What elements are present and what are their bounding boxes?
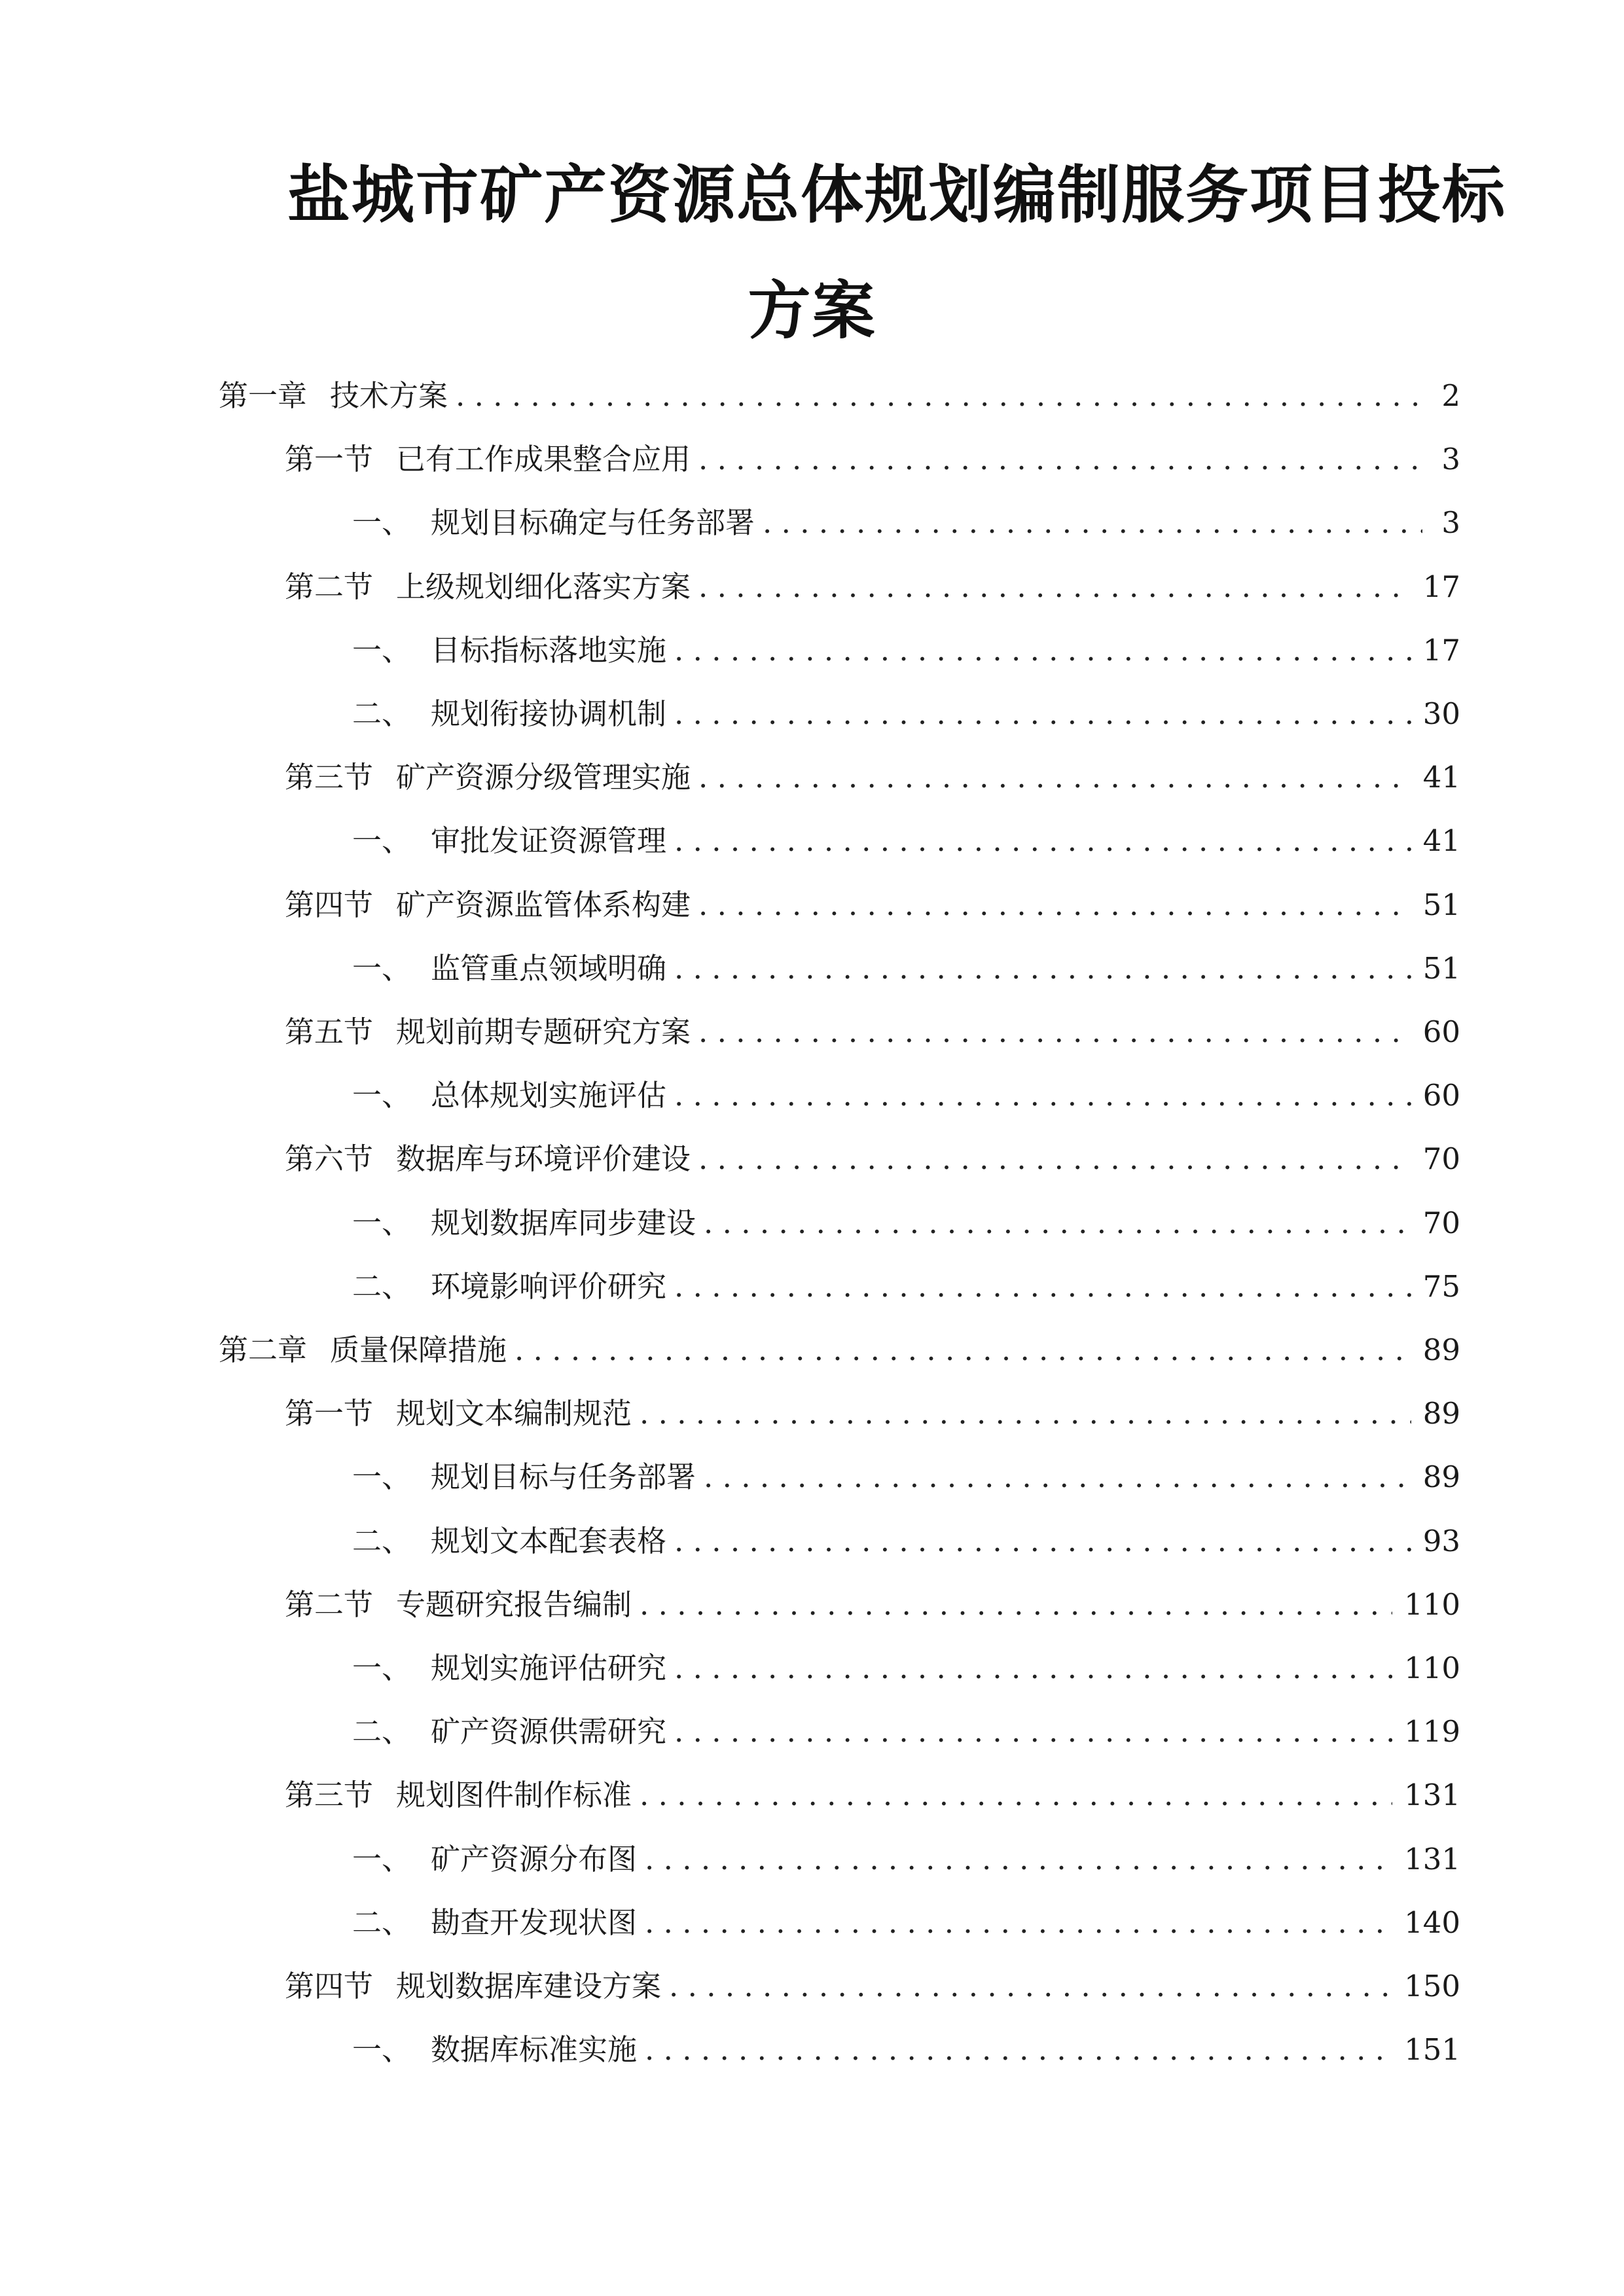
toc-dot-leader bbox=[698, 882, 1411, 928]
toc-entry-number: 二、 bbox=[352, 696, 412, 731]
toc-entry[interactable] bbox=[285, 1391, 1460, 1437]
toc-entry-label: 数据库与环境评价建设 bbox=[396, 1141, 691, 1176]
toc-dot-leader bbox=[645, 1837, 1392, 1882]
toc-page-number: 3 bbox=[1441, 505, 1460, 540]
toc-entry[interactable] bbox=[219, 1327, 1460, 1373]
toc-page-number: 110 bbox=[1404, 1651, 1460, 1685]
toc-page-number: 17 bbox=[1422, 569, 1460, 604]
toc-page-number: 140 bbox=[1404, 1905, 1460, 1940]
toc-entry-label: 规划目标与任务部署 bbox=[431, 1460, 696, 1494]
toc-entry-label: 规划文本配套表格 bbox=[431, 1524, 667, 1558]
toc-entry-label: 规划实施评估研究 bbox=[431, 1651, 667, 1685]
toc-dot-leader bbox=[674, 946, 1411, 992]
toc-entry[interactable] bbox=[285, 1009, 1460, 1055]
toc-entry[interactable] bbox=[352, 1837, 1460, 1882]
toc-entry-number: 一、 bbox=[352, 1651, 412, 1685]
toc-entry[interactable] bbox=[285, 1582, 1460, 1628]
toc-entry[interactable] bbox=[352, 691, 1460, 737]
toc-entry[interactable] bbox=[352, 1264, 1460, 1310]
toc-entry-label: 规划图件制作标准 bbox=[396, 1778, 632, 1812]
toc-entry[interactable] bbox=[352, 946, 1460, 992]
toc-dot-leader bbox=[674, 1709, 1392, 1755]
toc-dot-leader bbox=[698, 564, 1411, 610]
toc-entry-label: 环境影响评价研究 bbox=[431, 1269, 667, 1304]
toc-entry-number: 第六节 bbox=[285, 1141, 374, 1176]
toc-page-number: 75 bbox=[1422, 1269, 1460, 1304]
toc-entry-label: 技术方案 bbox=[330, 378, 448, 413]
toc-entry-number: 第二章 bbox=[219, 1333, 308, 1367]
toc-entry-number: 第一章 bbox=[219, 378, 308, 413]
toc-entry[interactable] bbox=[352, 628, 1460, 673]
toc-entry-label: 上级规划细化落实方案 bbox=[396, 569, 691, 604]
toc-entry[interactable] bbox=[285, 564, 1460, 610]
toc-page-number: 60 bbox=[1422, 1078, 1460, 1113]
toc-entry-number: 第三节 bbox=[285, 760, 374, 795]
toc-page-number: 30 bbox=[1422, 696, 1460, 731]
toc-page-number: 89 bbox=[1422, 1460, 1460, 1494]
toc-entry-number: 一、 bbox=[352, 1078, 412, 1113]
toc-entry-number: 二、 bbox=[352, 1714, 412, 1749]
toc-entry[interactable] bbox=[285, 1964, 1460, 2009]
toc-entry-label: 规划文本编制规范 bbox=[396, 1396, 632, 1431]
toc-entry[interactable] bbox=[352, 1454, 1460, 1500]
toc-entry-label: 已有工作成果整合应用 bbox=[396, 442, 691, 476]
toc-dot-leader bbox=[698, 437, 1422, 482]
toc-entry-label: 目标指标落地实施 bbox=[431, 633, 667, 668]
toc-dot-leader bbox=[669, 1964, 1392, 2009]
toc-entry-label: 矿产资源分布图 bbox=[431, 1842, 638, 1876]
toc-page-number: 41 bbox=[1422, 760, 1460, 795]
toc-entry-number: 第二节 bbox=[285, 1587, 374, 1622]
toc-entry-number: 第四节 bbox=[285, 1969, 374, 2003]
toc-entry-label: 规划数据库同步建设 bbox=[431, 1206, 696, 1240]
toc-page-number: 51 bbox=[1422, 888, 1460, 922]
toc-entry[interactable] bbox=[285, 755, 1460, 800]
toc-dot-leader bbox=[763, 500, 1422, 546]
toc-page-number: 110 bbox=[1404, 1587, 1460, 1622]
toc-entry[interactable] bbox=[285, 1772, 1460, 1818]
document-title-line-1: 盐城市矿产资源总体规划编制服务项目投标 bbox=[287, 158, 1506, 232]
toc-dot-leader bbox=[698, 755, 1411, 800]
toc-dot-leader bbox=[698, 1136, 1411, 1182]
toc-entry-label: 审批发证资源管理 bbox=[431, 823, 667, 858]
toc-entry-number: 第二节 bbox=[285, 569, 374, 604]
toc-page-number: 93 bbox=[1422, 1524, 1460, 1558]
toc-entry-number: 第三节 bbox=[285, 1778, 374, 1812]
toc-entry[interactable] bbox=[285, 1136, 1460, 1182]
toc-page-number: 2 bbox=[1441, 378, 1460, 413]
toc-entry-number: 第一节 bbox=[285, 442, 374, 476]
toc-page-number: 60 bbox=[1422, 1014, 1460, 1049]
toc-entry-label: 质量保障措施 bbox=[330, 1333, 507, 1367]
toc-dot-leader bbox=[704, 1454, 1411, 1500]
toc-entry[interactable] bbox=[352, 1518, 1460, 1564]
toc-dot-leader bbox=[674, 1645, 1392, 1691]
toc-entry-number: 一、 bbox=[352, 823, 412, 858]
toc-entry-label: 矿产资源分级管理实施 bbox=[396, 760, 691, 795]
toc-entry-number: 一、 bbox=[352, 1460, 412, 1494]
toc-dot-leader bbox=[645, 2027, 1392, 2073]
toc-entry[interactable] bbox=[352, 1073, 1460, 1119]
toc-entry-number: 一、 bbox=[352, 633, 412, 668]
toc-entry[interactable] bbox=[352, 2027, 1460, 2073]
toc-dot-leader bbox=[674, 1264, 1411, 1310]
toc-page-number: 51 bbox=[1422, 951, 1460, 986]
toc-entry[interactable] bbox=[352, 1900, 1460, 1946]
toc-entry-label: 规划目标确定与任务部署 bbox=[431, 505, 755, 540]
toc-entry-label: 矿产资源供需研究 bbox=[431, 1714, 667, 1749]
toc-entry-label: 规划前期专题研究方案 bbox=[396, 1014, 691, 1049]
toc-dot-leader bbox=[674, 691, 1411, 737]
toc-entry-label: 专题研究报告编制 bbox=[396, 1587, 632, 1622]
toc-entry-number: 第一节 bbox=[285, 1396, 374, 1431]
toc-entry[interactable] bbox=[285, 882, 1460, 928]
toc-entry[interactable] bbox=[352, 818, 1460, 864]
toc-entry[interactable] bbox=[352, 500, 1460, 546]
toc-entry-number: 第五节 bbox=[285, 1014, 374, 1049]
toc-page-number: 119 bbox=[1404, 1714, 1460, 1749]
toc-entry[interactable] bbox=[352, 1200, 1460, 1246]
toc-entry[interactable] bbox=[285, 437, 1460, 482]
toc-entry-number: 二、 bbox=[352, 1905, 412, 1940]
toc-dot-leader bbox=[698, 1009, 1411, 1055]
toc-page-number: 150 bbox=[1404, 1969, 1460, 2003]
toc-dot-leader bbox=[640, 1582, 1392, 1628]
toc-entry-number: 一、 bbox=[352, 2032, 412, 2067]
toc-page-number: 131 bbox=[1404, 1842, 1460, 1876]
toc-dot-leader bbox=[674, 1518, 1411, 1564]
toc-dot-leader bbox=[640, 1391, 1411, 1437]
toc-entry-number: 二、 bbox=[352, 1524, 412, 1558]
toc-page-number: 89 bbox=[1422, 1396, 1460, 1431]
toc-page-number: 151 bbox=[1404, 2032, 1460, 2067]
toc-dot-leader bbox=[674, 818, 1411, 864]
toc-entry-label: 总体规划实施评估 bbox=[431, 1078, 667, 1113]
toc-dot-leader bbox=[704, 1200, 1411, 1246]
toc-entry-label: 规划数据库建设方案 bbox=[396, 1969, 662, 2003]
toc-entry-number: 一、 bbox=[352, 505, 412, 540]
toc-entry-number: 一、 bbox=[352, 1842, 412, 1876]
toc-entry-label: 矿产资源监管体系构建 bbox=[396, 888, 691, 922]
toc-dot-leader bbox=[645, 1900, 1392, 1946]
toc-dot-leader bbox=[640, 1772, 1392, 1818]
toc-entry-number: 二、 bbox=[352, 1269, 412, 1304]
toc-entry-number: 第四节 bbox=[285, 888, 374, 922]
toc-entry-label: 数据库标准实施 bbox=[431, 2032, 638, 2067]
toc-page-number: 70 bbox=[1422, 1141, 1460, 1176]
toc-page-number: 89 bbox=[1422, 1333, 1460, 1367]
toc-entry-number: 一、 bbox=[352, 1206, 412, 1240]
toc-entry-label: 规划衔接协调机制 bbox=[431, 696, 667, 731]
toc-entry[interactable] bbox=[352, 1709, 1460, 1755]
toc-page-number: 3 bbox=[1441, 442, 1460, 476]
toc-dot-leader bbox=[674, 1073, 1411, 1119]
toc-entry-label: 勘查开发现状图 bbox=[431, 1905, 638, 1940]
toc-page-number: 131 bbox=[1404, 1778, 1460, 1812]
toc-entry-label: 监管重点领域明确 bbox=[431, 951, 667, 986]
toc-dot-leader bbox=[674, 628, 1411, 673]
toc-entry[interactable] bbox=[219, 373, 1460, 419]
toc-entry-number: 一、 bbox=[352, 951, 412, 986]
document-title-line-2: 方案 bbox=[748, 274, 876, 348]
toc-page-number: 17 bbox=[1422, 633, 1460, 668]
toc-entry[interactable] bbox=[352, 1645, 1460, 1691]
toc-dot-leader bbox=[514, 1327, 1411, 1373]
toc-page-number: 41 bbox=[1422, 823, 1460, 858]
toc-dot-leader bbox=[456, 373, 1422, 419]
toc-page-number: 70 bbox=[1422, 1206, 1460, 1240]
